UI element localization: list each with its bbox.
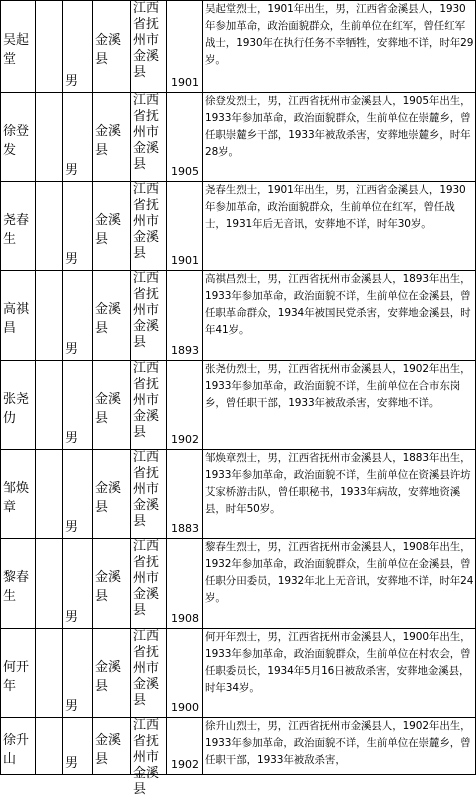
bio-cell xyxy=(202,1,476,92)
county: 金溪县 xyxy=(95,302,122,336)
county: 金溪县 xyxy=(95,392,122,426)
table-row xyxy=(0,271,476,361)
place-cell xyxy=(130,539,166,628)
name-cell xyxy=(0,93,35,181)
birth-year: 1902 xyxy=(171,433,199,446)
blank-cell xyxy=(35,1,62,92)
gender-cell xyxy=(62,93,92,181)
bio-cell xyxy=(202,182,476,270)
biography: 徐登发烈士，男，江西省抚州市金溪县人，1905年出生，1933年参加革命，政治面貌群众，生前单位在崇麓乡，曾任职崇麓乡干部，1933年被敌杀害，安葬地崇麓乡，时年28岁。 xyxy=(205,95,471,158)
county-cell xyxy=(92,93,130,181)
biography: 邹焕章烈士，男，江西省抚州市金溪县人，1883年出生，1933年参加革命，政治面貌不详，生前单位在资溪县许坊艾家桥游击队，曾任职秘书，1933年病故，安葬地资溪县，时年50岁。 xyxy=(205,452,471,515)
gender-cell xyxy=(62,718,92,774)
county-cell xyxy=(92,539,130,628)
biography: 黎春生烈士，男，江西省抚州市金溪县人，1908年出生，1932年参加革命，政治面貌群众，生前单位在金溪县，曾任职分田委员，1932年北上无音讯，安葬地不详，时年24岁。 xyxy=(205,541,474,604)
birth-year: 1900 xyxy=(171,701,199,714)
name-cell xyxy=(0,629,35,717)
county: 金溪县 xyxy=(95,33,122,67)
year-cell xyxy=(166,718,202,774)
place-cell xyxy=(130,271,166,360)
blank-cell xyxy=(35,182,62,270)
gender-cell xyxy=(62,271,92,360)
bio-cell xyxy=(202,450,476,538)
year-cell xyxy=(166,1,202,92)
county-cell xyxy=(92,271,130,360)
gender-cell xyxy=(62,1,92,92)
place-cell xyxy=(130,718,166,797)
birth-year: 1905 xyxy=(171,165,199,178)
biography: 何开年烈士，男，江西省抚州市金溪县人，1900年出生，1933年参加革命，政治面貌群众，生前单位在村农会，曾任职委员长，1934年5月16日被敌杀害，安葬地金溪县，时年34岁。 xyxy=(205,631,471,694)
bio-cell xyxy=(202,718,476,774)
bio-cell xyxy=(202,629,476,717)
table-row xyxy=(0,182,476,271)
bio-cell xyxy=(202,271,476,360)
martyr-name: 邹焕章 xyxy=(3,481,30,515)
year-cell xyxy=(166,361,202,449)
martyr-name: 高祺昌 xyxy=(3,302,30,336)
birth-year: 1883 xyxy=(171,522,199,535)
year-cell xyxy=(166,271,202,360)
table-row xyxy=(0,718,476,797)
gender: 男 xyxy=(65,342,79,357)
martyr-name: 徐升山 xyxy=(3,733,30,767)
birthplace: 江西省抚州市金溪县 xyxy=(133,539,160,618)
county-cell xyxy=(92,629,130,717)
gender: 男 xyxy=(65,610,79,625)
place-cell xyxy=(130,450,166,538)
table-row xyxy=(0,539,476,629)
birth-year: 1902 xyxy=(171,758,199,771)
martyr-name: 张尧仂 xyxy=(3,392,30,426)
county: 金溪县 xyxy=(95,660,122,694)
gender-cell xyxy=(62,539,92,628)
martyr-name: 尧春生 xyxy=(3,213,30,247)
martyr-name: 吴起堂 xyxy=(3,33,30,67)
table-row xyxy=(0,629,476,718)
birthplace: 江西省抚州市金溪县 xyxy=(133,93,160,172)
county-cell xyxy=(92,182,130,270)
blank-cell xyxy=(35,629,62,717)
name-cell xyxy=(0,450,35,538)
birthplace: 江西省抚州市金溪县 xyxy=(133,361,160,440)
gender: 男 xyxy=(65,756,79,771)
year-cell xyxy=(166,450,202,538)
name-cell xyxy=(0,361,35,449)
martyr-name: 黎春生 xyxy=(3,570,30,604)
place-cell xyxy=(130,93,166,181)
birthplace: 江西省抚州市金溪县 xyxy=(133,182,160,261)
name-cell xyxy=(0,1,35,92)
gender: 男 xyxy=(65,699,79,714)
name-cell xyxy=(0,271,35,360)
birth-year: 1893 xyxy=(171,344,199,357)
martyr-name: 徐登发 xyxy=(3,124,30,158)
county: 金溪县 xyxy=(95,481,122,515)
birthplace: 江西省抚州市金溪县 xyxy=(133,1,160,80)
gender-cell xyxy=(62,361,92,449)
gender: 男 xyxy=(65,74,79,89)
biography: 高祺昌烈士，男，江西省抚州市金溪县人，1893年出生，1933年参加革命，政治面貌不详，生前单位在金溪县，曾任职革命群众，1934年被国民党杀害，安葬地金溪县，时年41岁。 xyxy=(205,273,471,336)
name-cell xyxy=(0,718,35,774)
biography: 尧春生烈士，1901年出生，男，江西省金溪县人，1930年参加革命，政治面貌群众，生前单位在红军，曾任战士，1931年后无音讯，安葬地不详，时年30岁。 xyxy=(205,184,466,230)
county-cell xyxy=(92,1,130,92)
gender-cell xyxy=(62,182,92,270)
gender: 男 xyxy=(65,431,79,446)
birthplace: 江西省抚州市金溪县 xyxy=(133,450,160,529)
birthplace: 江西省抚州市金溪县 xyxy=(133,718,160,797)
place-cell xyxy=(130,1,166,92)
blank-cell xyxy=(35,93,62,181)
name-cell xyxy=(0,539,35,628)
birth-year: 1901 xyxy=(171,76,199,89)
table-row xyxy=(0,1,476,93)
birthplace: 江西省抚州市金溪县 xyxy=(133,271,160,350)
gender: 男 xyxy=(65,252,79,267)
biography: 吴起堂烈士，1901年出生，男，江西省金溪县人，1930年参加革命，政治面貌群众，生前单位在红军，曾任红军战士，1930年在执行任务不幸牺牲，安葬地不详，时年29岁。 xyxy=(205,3,474,66)
biography: 徐升山烈士，男，江西省抚州市金溪县人，1902年出生，1933年参加革命，政治面貌不详，生前单位在崇麓乡，曾任职干部，1933年被敌杀害， xyxy=(205,720,471,766)
table-row xyxy=(0,361,476,450)
gender-cell xyxy=(62,629,92,717)
blank-cell xyxy=(35,271,62,360)
birthplace: 江西省抚州市金溪县 xyxy=(133,629,160,708)
county: 金溪县 xyxy=(95,570,122,604)
county-cell xyxy=(92,450,130,538)
bio-cell xyxy=(202,93,476,181)
biography: 张尧仂烈士，男，江西省抚州市金溪县人，1902年出生，1933年参加革命，政治面貌不详，生前单位在合市东岗乡，曾任职干部，1933年被敌杀害，安葬地不详。 xyxy=(205,363,471,409)
year-cell xyxy=(166,629,202,717)
county-cell xyxy=(92,718,130,774)
year-cell xyxy=(166,182,202,270)
birth-year: 1908 xyxy=(171,612,199,625)
table-row xyxy=(0,93,476,182)
blank-cell xyxy=(35,450,62,538)
blank-cell xyxy=(35,361,62,449)
year-cell xyxy=(166,93,202,181)
martyr-name: 何开年 xyxy=(3,660,30,694)
blank-cell xyxy=(35,718,62,774)
county: 金溪县 xyxy=(95,124,122,158)
county-cell xyxy=(92,361,130,449)
county: 金溪县 xyxy=(95,213,122,247)
gender: 男 xyxy=(65,163,79,178)
place-cell xyxy=(130,629,166,717)
county: 金溪县 xyxy=(95,733,122,767)
table-row xyxy=(0,450,476,539)
blank-cell xyxy=(35,539,62,628)
place-cell xyxy=(130,361,166,449)
birth-year: 1901 xyxy=(171,254,199,267)
bio-cell xyxy=(202,539,476,628)
gender: 男 xyxy=(65,520,79,535)
bio-cell xyxy=(202,361,476,449)
year-cell xyxy=(166,539,202,628)
gender-cell xyxy=(62,450,92,538)
place-cell xyxy=(130,182,166,270)
name-cell xyxy=(0,182,35,270)
